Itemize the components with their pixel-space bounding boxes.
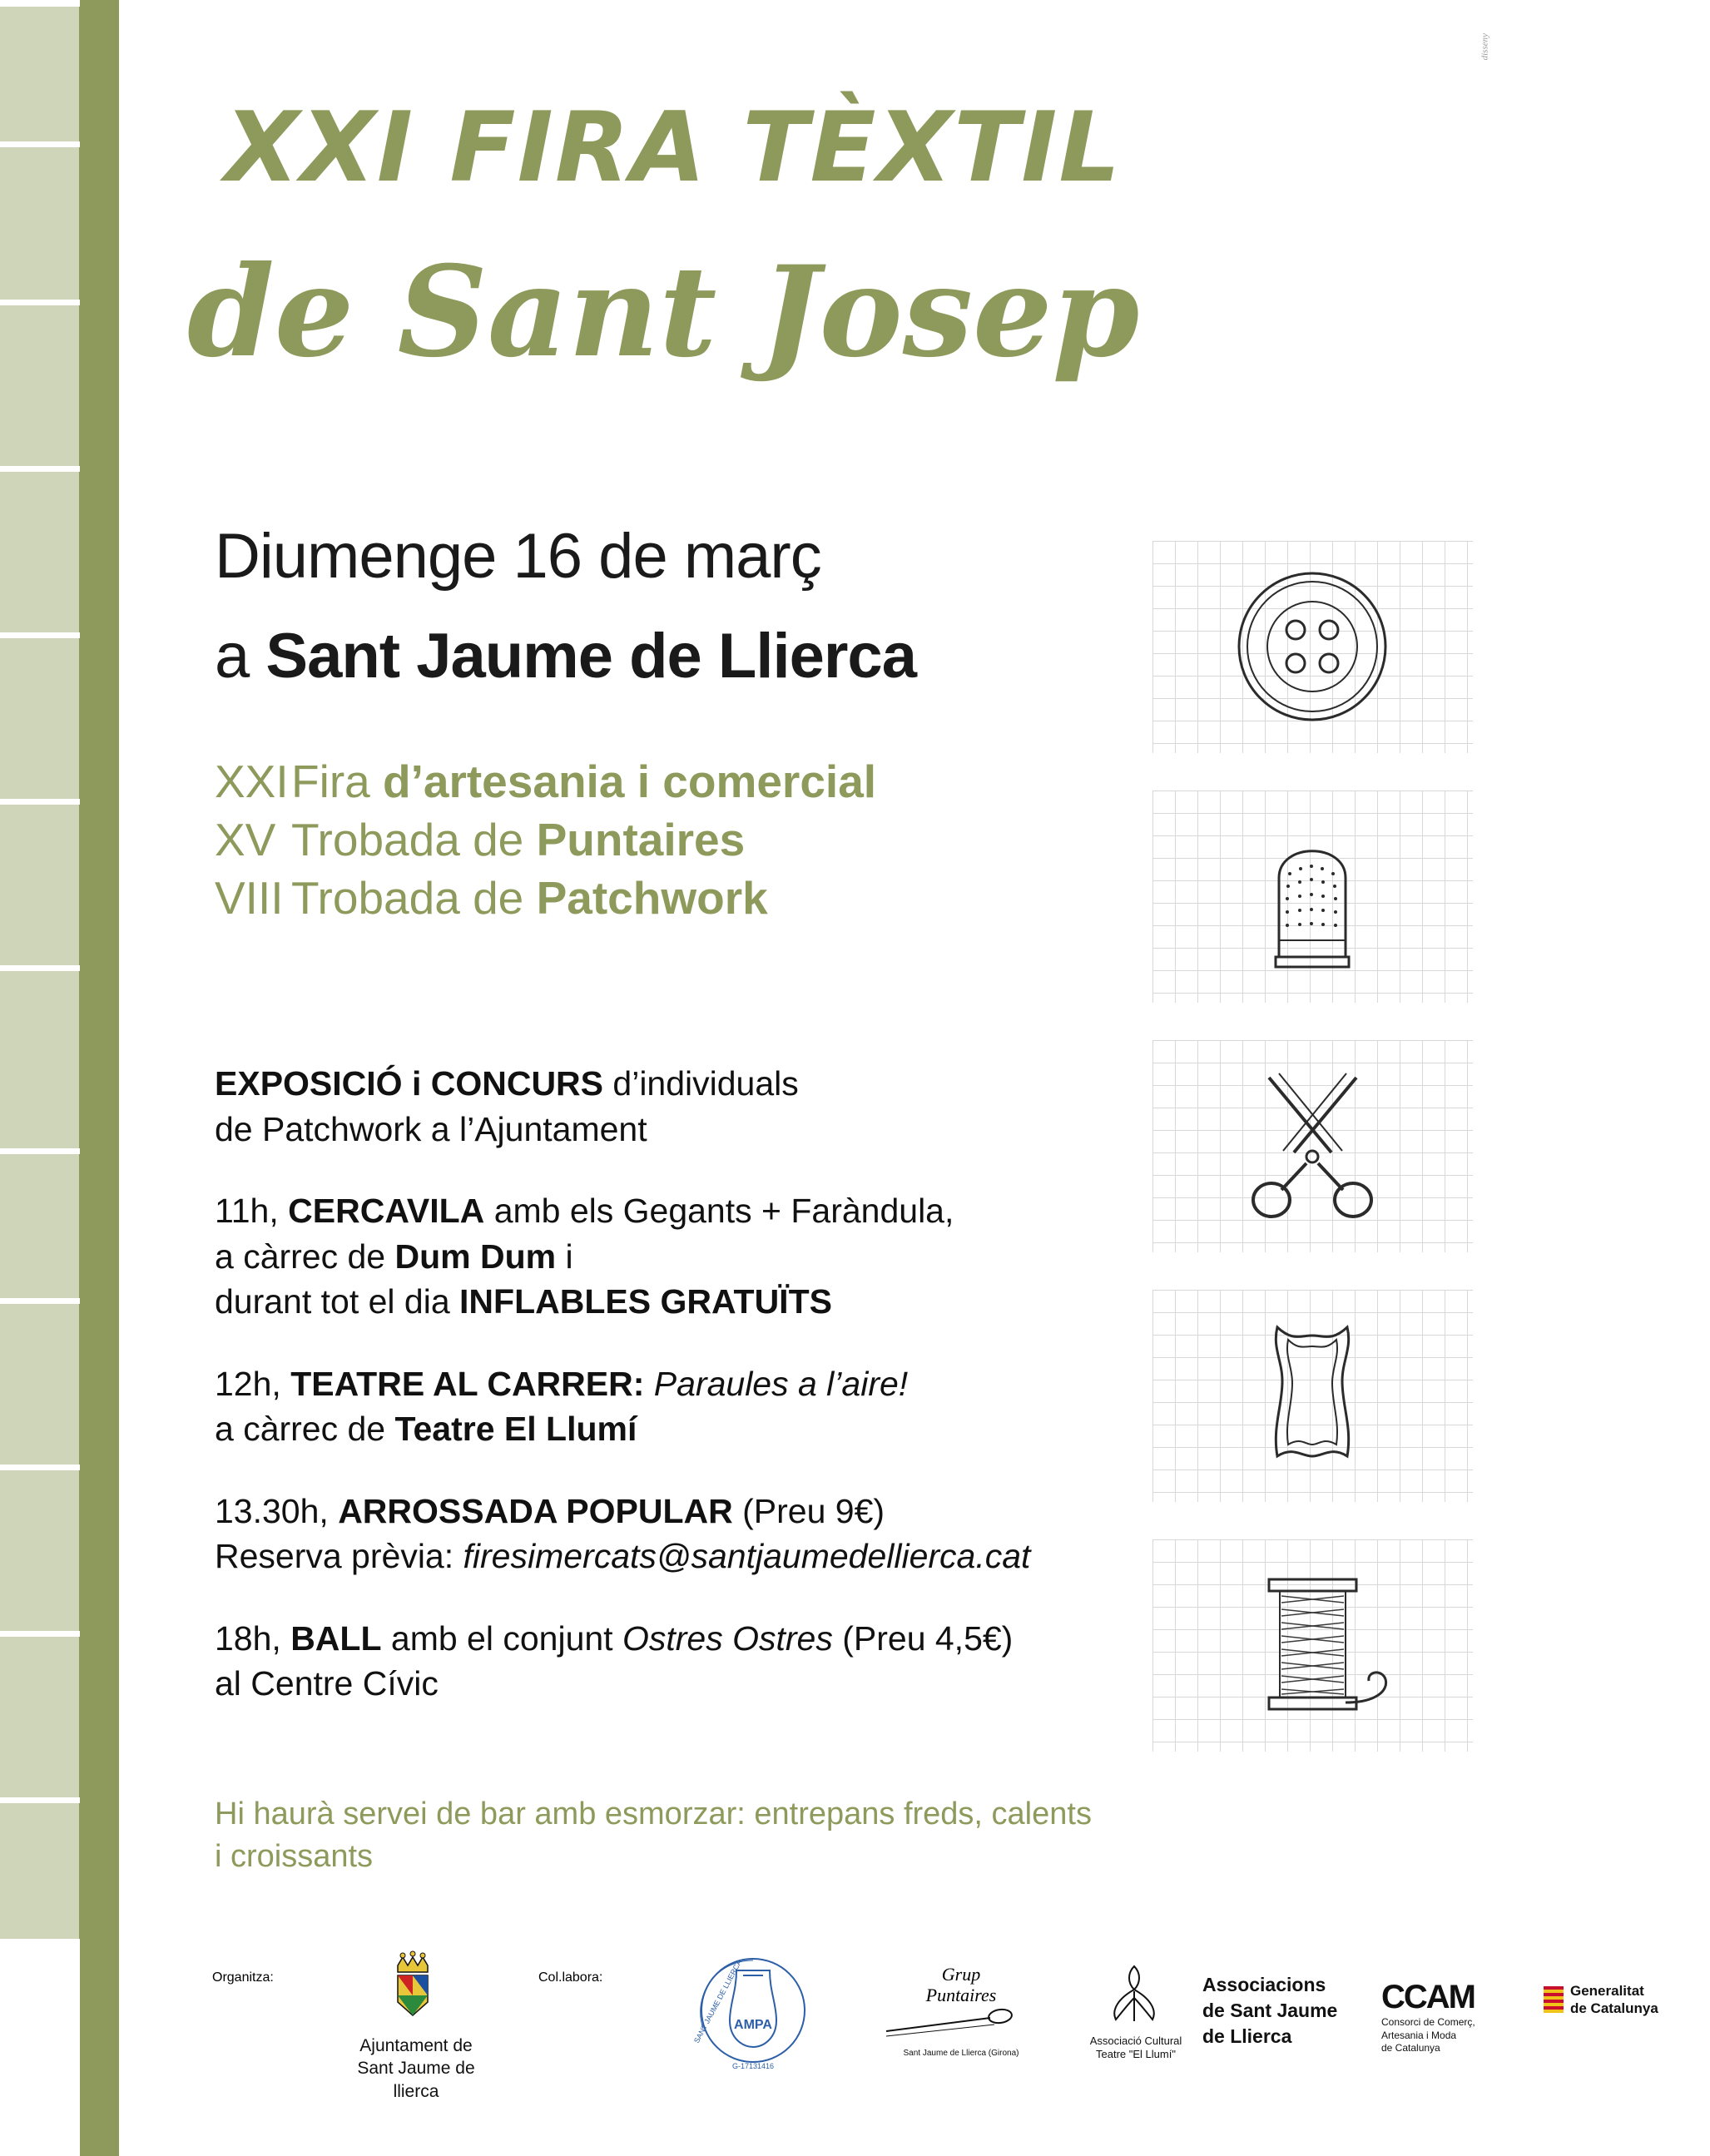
program-bold: EXPOSICIÓ i CONCURS [215, 1064, 604, 1103]
generalitat-logo [1544, 1982, 1710, 2018]
program-text: amb el conjunt [381, 1618, 622, 1658]
subtitle-light: Trobada de [291, 871, 537, 924]
ccam-sub-line1: Consorci de Comerç, [1381, 2016, 1475, 2028]
bar-service-note [215, 1793, 1147, 1879]
teatre-llumi-logo [1061, 1951, 1211, 2062]
program-email: firesimercats@santjaumedellierca.cat [463, 1537, 1031, 1576]
generalitat-line2: de Catalunya [1570, 2000, 1658, 2017]
program-time: 18h, [215, 1618, 291, 1658]
subtitle-number: XXI [215, 756, 289, 807]
puntaires-line1: Grup [941, 1964, 981, 1985]
subtitle-bold: Puntaires [536, 813, 746, 865]
program-line [215, 1188, 1147, 1234]
program-time: 13.30h, [215, 1491, 339, 1530]
location-name: Sant Jaume de Llierca [265, 621, 916, 691]
stripe-gap [0, 1797, 80, 1803]
program-bold: BALL [290, 1618, 382, 1658]
stripe-gap [0, 632, 80, 638]
associacions-line3: de Llierca [1202, 2025, 1292, 2048]
program-text: a càrrec de [215, 1410, 395, 1449]
associacions-line2: de Sant Jaume [1202, 2000, 1338, 2022]
subtitle-bold: Patchwork [536, 871, 768, 924]
associacions-line1: Associacions [1202, 1974, 1326, 1995]
llumi-line1: Associació Cultural [1089, 2035, 1182, 2047]
bar-note-line: Hi haurà servei de bar amb esmorzar: entrepans freds, calents [215, 1797, 1092, 1831]
ajuntament-line1: Ajuntament de [359, 2036, 473, 2055]
stripe-gap [0, 965, 80, 971]
llumi-line2: Teatre "El Llumí" [1096, 2048, 1176, 2061]
program-line [215, 1534, 1147, 1579]
stripe-gap [0, 1631, 80, 1637]
poster-title-line2: de Sant Josep [187, 239, 1140, 385]
program-item-ball [215, 1616, 1147, 1707]
ccam-sub-line3: de Catalunya [1381, 2042, 1440, 2054]
program-bold: CERCAVILA [288, 1192, 485, 1231]
credit-note: disseny [1480, 33, 1489, 61]
stripe-gap [0, 1148, 80, 1154]
subtitle-bold: d’artesania i comercial [383, 756, 877, 807]
thread-spool-illustration [1152, 1539, 1473, 1752]
stripe-gap [0, 0, 80, 7]
program-time: 11h, [215, 1192, 289, 1231]
left-stripe-light [0, 0, 80, 2156]
organitza-label: Organitza: [212, 1970, 274, 1985]
thimble-illustration [1152, 791, 1473, 1003]
program-line [215, 1361, 1147, 1407]
puntaires-line3: Sant Jaume de Llierca (Girona) [903, 2048, 1019, 2058]
bar-note-line: i croissants [215, 1839, 374, 1875]
senyera-icon [1544, 1986, 1564, 2013]
illustration-column [1152, 541, 1477, 1789]
program-line [215, 1616, 1147, 1662]
subtitle-light: Trobada de [291, 813, 537, 865]
puntaires-line2: Puntaires [925, 1985, 997, 2006]
subtitle-row [215, 870, 1155, 928]
program-line: de Patchwork a l’Ajuntament [215, 1109, 647, 1148]
location-prefix: a [215, 621, 266, 691]
program-text: amb els Gegants + Faràndula, [484, 1192, 954, 1231]
ccam-logo [1381, 1979, 1531, 2055]
svg-text:AMPA: AMPA [734, 2018, 772, 2032]
program-bold: Teatre El Llumí [394, 1410, 637, 1449]
stripe-gap [0, 300, 80, 305]
program-bold: Dum Dum [394, 1237, 557, 1276]
event-location [215, 620, 916, 692]
program-line [215, 1061, 1147, 1107]
stripe-gap [0, 141, 80, 147]
program-bold: TEATRE AL CARRER: [290, 1364, 645, 1403]
subtitle-row [215, 753, 1155, 811]
stripe-gap [0, 799, 80, 805]
poster-title-line1: XXI FIRA TÈXTIL [225, 92, 1123, 204]
stripe-gap [0, 1939, 80, 2156]
subtitle-list [215, 753, 1155, 928]
subtitle-light: Fira [291, 756, 383, 807]
program-line [215, 1279, 1147, 1325]
program-bold: INFLABLES GRATUÏTS [459, 1282, 832, 1321]
stripe-gap [0, 1465, 80, 1470]
scissors-illustration [1152, 1040, 1473, 1252]
event-date: Diumenge 16 de març [215, 521, 821, 592]
program-text: a càrrec de [215, 1237, 395, 1276]
program-time: 12h, [215, 1364, 291, 1403]
ajuntament-logo [333, 1947, 499, 2103]
program-text: durant tot el dia [215, 1282, 460, 1321]
program-item-teatre [215, 1361, 1147, 1452]
program-text: i [556, 1237, 573, 1276]
ccam-sub-line2: Artesania i Moda [1381, 2029, 1457, 2041]
stripe-gap [0, 466, 80, 472]
footer-logos [212, 1939, 1658, 2130]
program-item-arrossada [215, 1489, 1147, 1579]
left-stripe-olive [79, 0, 119, 2156]
associacions-label [1202, 1972, 1377, 2049]
program-item-cercavila [215, 1188, 1147, 1325]
subtitle-number: XV [215, 813, 276, 865]
program-line [215, 1406, 1147, 1452]
program-list [215, 1061, 1147, 1743]
program-text: (Preu 9€) [732, 1491, 885, 1530]
leather-hide-illustration [1152, 1290, 1473, 1502]
program-line [215, 1489, 1147, 1534]
program-italic: Paraules a l’aire! [644, 1364, 909, 1403]
ccam-wordmark: CCAM [1381, 1979, 1475, 2015]
button-illustration [1152, 541, 1473, 753]
program-text: Reserva prèvia: [215, 1537, 463, 1576]
svg-text:G-17131416: G-17131416 [731, 2062, 775, 2070]
program-text: d’individuals [603, 1064, 799, 1103]
generalitat-line1: Generalitat [1570, 1983, 1644, 1999]
grup-puntaires-logo [857, 1964, 1065, 2059]
svg-text:SANT JAUME DE LLIERCA: SANT JAUME DE LLIERCA [691, 1958, 744, 2044]
subtitle-row [215, 811, 1155, 870]
stripe-gap [0, 1298, 80, 1304]
program-item-exposicio [215, 1061, 1147, 1152]
ajuntament-line2: Sant Jaume de llierca [357, 2059, 475, 2101]
program-text: (Preu 4,5€) [832, 1618, 1014, 1658]
subtitle-number: VIII [215, 871, 284, 924]
ampa-logo [678, 1945, 828, 2074]
program-line [215, 1234, 1147, 1280]
collabora-label: Col.labora: [538, 1970, 603, 1985]
program-italic: Ostres Ostres [622, 1618, 833, 1658]
program-line: al Centre Cívic [215, 1664, 439, 1703]
program-bold: ARROSSADA POPULAR [338, 1491, 733, 1530]
